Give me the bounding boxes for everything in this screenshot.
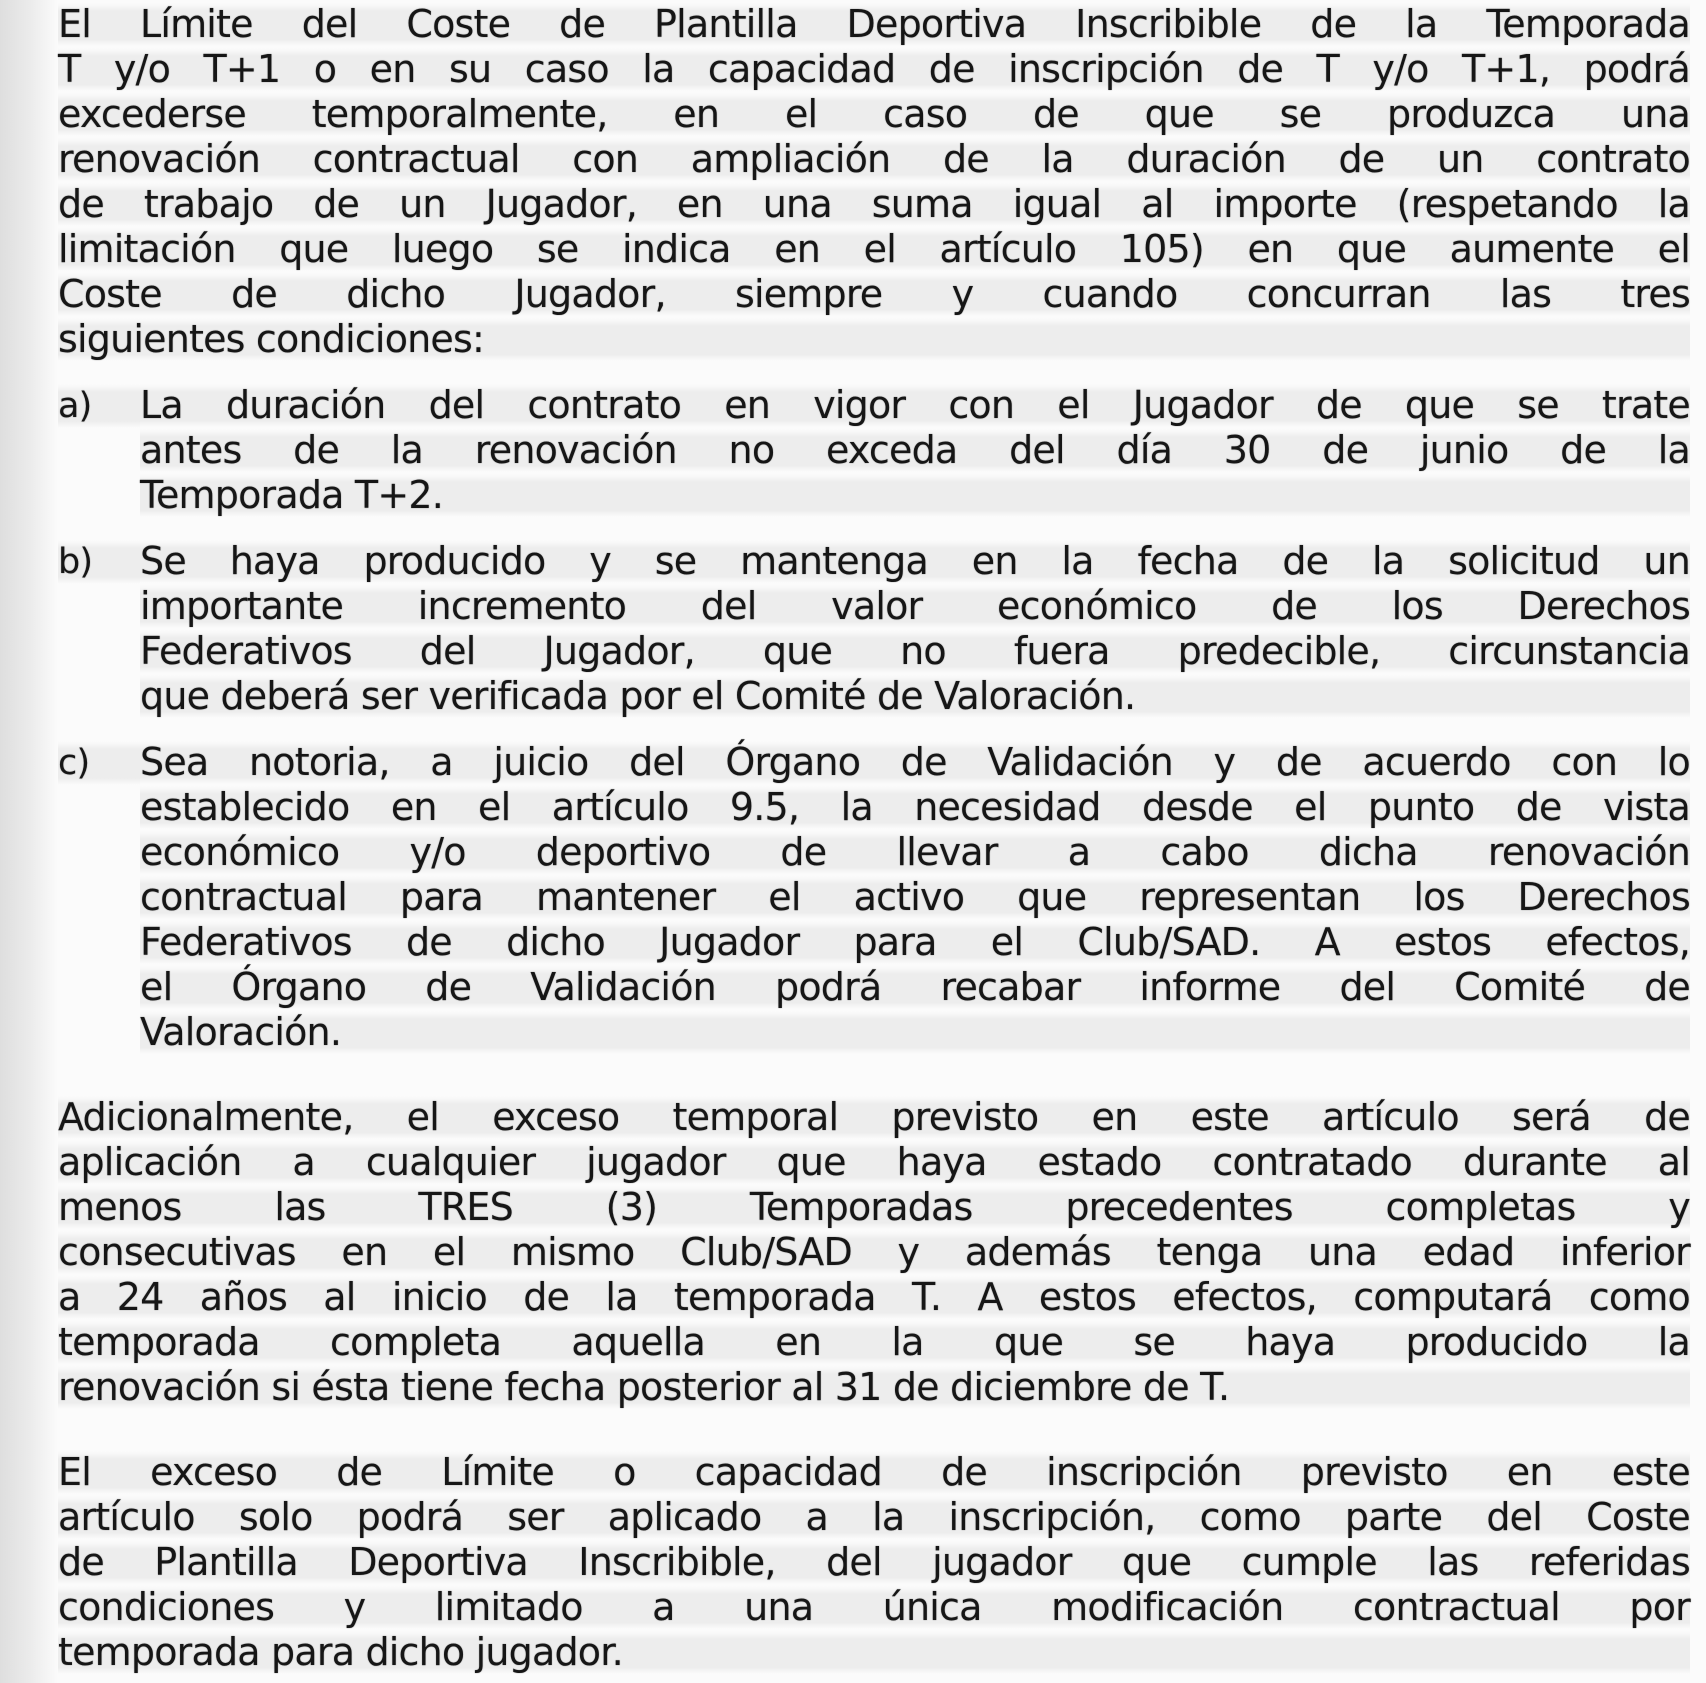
text-line: artículo solo podrá ser aplicado a la inscripción, como parte del Coste	[58, 1495, 1690, 1539]
text-line: limitación que luego se indica en el artículo 105) en que aumente el	[58, 227, 1690, 271]
text-line: Valoración.	[140, 1010, 1690, 1055]
list-item	[58, 383, 1690, 518]
list-item-text	[140, 740, 1690, 1055]
text-line: importante incremento del valor económico de los Derechos	[140, 584, 1690, 628]
paragraph	[58, 1095, 1690, 1410]
text-line: Adicionalmente, el exceso temporal previsto en este artículo será de	[58, 1095, 1690, 1139]
text-line: El exceso de Límite o capacidad de inscripción previsto en este	[58, 1450, 1690, 1494]
paragraph	[58, 2, 1690, 362]
list-item-text	[140, 383, 1690, 518]
text-line: contractual para mantener el activo que representan los Derechos	[140, 875, 1690, 919]
text-line: La duración del contrato en vigor con el Jugador de que se trate	[140, 383, 1690, 427]
text-line: excederse temporalmente, en el caso de que se produzca una	[58, 92, 1690, 136]
text-line: Coste de dicho Jugador, siempre y cuando concurran las tres	[58, 272, 1690, 316]
text-line: aplicación a cualquier jugador que haya estado contratado durante al	[58, 1140, 1690, 1184]
text-line: temporada para dicho jugador.	[58, 1630, 1690, 1675]
list-marker: b)	[58, 539, 140, 585]
list-item	[58, 740, 1690, 1055]
text-line: de Plantilla Deportiva Inscribible, del jugador que cumple las referidas	[58, 1540, 1690, 1584]
text-line: T y/o T+1 o en su caso la capacidad de inscripción de T y/o T+1, podrá	[58, 47, 1690, 91]
text-line: Federativos de dicho Jugador para el Club/SAD. A estos efectos,	[140, 920, 1690, 964]
text-line: de trabajo de un Jugador, en una suma igual al importe (respetando la	[58, 182, 1690, 226]
text-line: consecutivas en el mismo Club/SAD y además tenga una edad inferior	[58, 1230, 1690, 1274]
text-line: que deberá ser verificada por el Comité de Valoración.	[140, 674, 1690, 719]
text-line: El Límite del Coste de Plantilla Deportiva Inscribible de la Temporada	[58, 2, 1690, 46]
list-item-text	[140, 539, 1690, 719]
text-line: Sea notoria, a juicio del Órgano de Validación y de acuerdo con lo	[140, 740, 1690, 784]
text-line: siguientes condiciones:	[58, 317, 1690, 362]
text-line: renovación contractual con ampliación de la duración de un contrato	[58, 137, 1690, 181]
text-line: menos las TRES (3) Temporadas precedentes completas y	[58, 1185, 1690, 1229]
text-line: el Órgano de Validación podrá recabar informe del Comité de	[140, 965, 1690, 1009]
text-line: a 24 años al inicio de la temporada T. A estos efectos, computará como	[58, 1275, 1690, 1319]
paragraph	[58, 1450, 1690, 1675]
list-item	[58, 539, 1690, 719]
text-line: Temporada T+2.	[140, 473, 1690, 518]
text-line: condiciones y limitado a una única modificación contractual por	[58, 1585, 1690, 1629]
text-line: temporada completa aquella en la que se haya producido la	[58, 1320, 1690, 1364]
text-line: Se haya producido y se mantenga en la fecha de la solicitud un	[140, 539, 1690, 583]
text-line: antes de la renovación no exceda del día 30 de junio de la	[140, 428, 1690, 472]
text-line: establecido en el artículo 9.5, la necesidad desde el punto de vista	[140, 785, 1690, 829]
list-marker: a)	[58, 383, 140, 429]
list-marker: c)	[58, 740, 140, 786]
text-line: Federativos del Jugador, que no fuera predecible, circunstancia	[140, 629, 1690, 673]
text-line: renovación si ésta tiene fecha posterior al 31 de diciembre de T.	[58, 1365, 1690, 1410]
text-line: económico y/o deportivo de llevar a cabo dicha renovación	[140, 830, 1690, 874]
